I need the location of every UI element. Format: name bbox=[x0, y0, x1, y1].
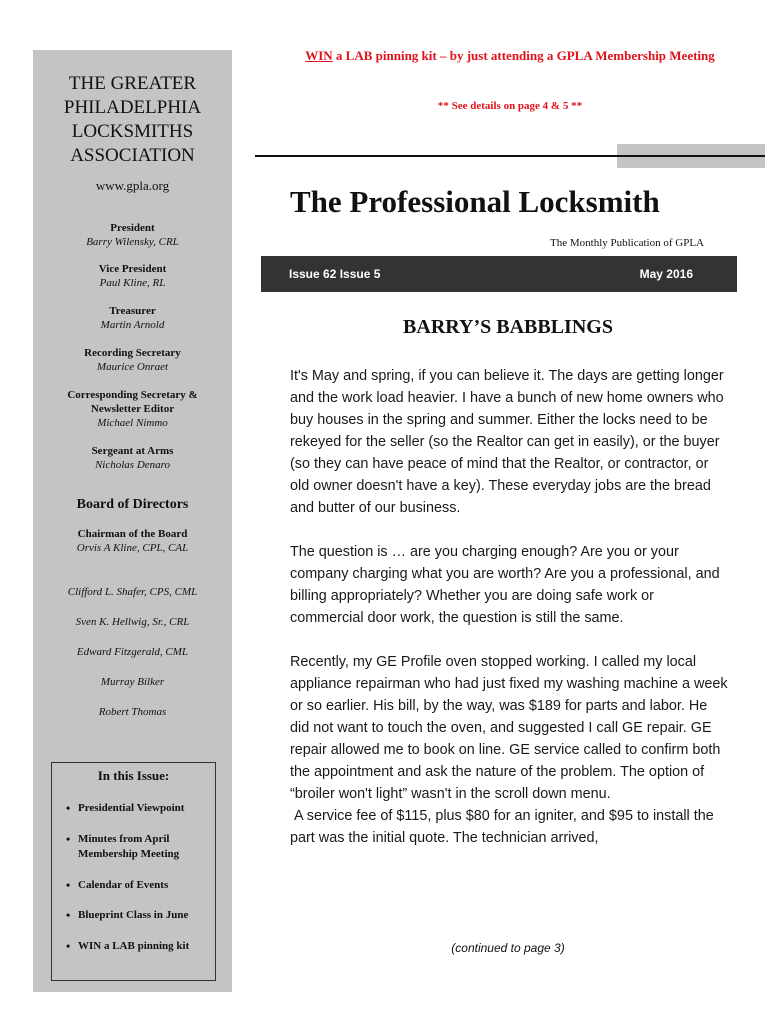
in-this-issue-box bbox=[51, 762, 216, 981]
newsletter-title: The Professional Locksmith bbox=[290, 184, 660, 219]
issue-item[interactable]: • Calendar of Events bbox=[66, 878, 223, 893]
officer-role: Sergeant at Arms bbox=[91, 445, 174, 457]
officer-name: Paul Kline, RL bbox=[99, 277, 166, 289]
officer-role: Recording Secretary bbox=[84, 347, 181, 359]
officer-vice-president bbox=[33, 262, 232, 290]
promo-note: ** See details on page 4 & 5 ** bbox=[437, 100, 583, 112]
officer-president bbox=[33, 221, 232, 249]
board-chairman bbox=[33, 527, 232, 555]
officer-recording-secretary bbox=[33, 346, 232, 374]
officer-role: President bbox=[110, 222, 155, 234]
org-name-line: THE GREATER bbox=[68, 73, 197, 94]
header-rule bbox=[255, 155, 765, 157]
publication-subtitle: The Monthly Publication of GPLA bbox=[550, 237, 704, 249]
article-paragraph: A service fee of $115, plus $80 for an igniter, and $95 to install the part was the initial quote. The technician arrived, bbox=[290, 808, 718, 846]
officer-corresponding-secretary bbox=[33, 388, 232, 430]
issue-bar bbox=[261, 256, 737, 292]
officer-name: Michael Nimmo bbox=[97, 417, 168, 429]
continued-note[interactable]: (continued to page 3) bbox=[451, 941, 565, 955]
org-name-line: LOCKSMITHS bbox=[71, 121, 194, 142]
issue-item[interactable]: • Blueprint Class in June bbox=[66, 908, 223, 923]
officer-treasurer bbox=[33, 304, 232, 332]
org-name-line: ASSOCIATION bbox=[70, 145, 195, 166]
officer-sergeant-at-arms bbox=[33, 444, 232, 472]
officer-name: Barry Wilensky, CRL bbox=[86, 236, 179, 248]
officer-name: Maurice Onraet bbox=[96, 361, 169, 373]
article-paragraph: It's May and spring, if you can believe it. The days are getting longer and the work load heavier. I have a bunch of new home owners who buy houses in the spring and summer. Either the locks need to be rekeyed for the seller (so the Realtor can get in easily), or the buyer (so they can have peace of mind that the Realtor, or contractor, or old owner doesn't have a key). These everyday jobs are the bread and butter of our business. bbox=[290, 368, 724, 516]
promo-banner bbox=[300, 48, 720, 64]
article-paragraph: The question is … are you charging enough? Are you or your company charging what you are worth? Are you a professional, and billing appropriately? Whether you are doing safe work or commercial door work, the question is still the same. bbox=[290, 544, 720, 626]
director-name: Edward Fitzgerald, CML bbox=[76, 646, 189, 658]
promo-win[interactable]: WIN bbox=[305, 48, 333, 63]
issue-item[interactable]: • WIN a LAB pinning kit bbox=[66, 939, 223, 954]
director-name: Murray Bilker bbox=[100, 676, 165, 688]
officer-role: Newsletter Editor bbox=[90, 403, 175, 415]
article-body bbox=[290, 365, 730, 849]
org-name-line: PHILADELPHIA bbox=[63, 97, 202, 118]
director-name: Robert Thomas bbox=[98, 706, 167, 718]
director-name: Clifford L. Shafer, CPS, CML bbox=[67, 586, 198, 598]
director-name: Sven K. Hellwig, Sr., CRL bbox=[75, 616, 190, 628]
chairman-role: Chairman of the Board bbox=[77, 528, 188, 540]
officer-role: Treasurer bbox=[109, 305, 156, 317]
chairman-name: Orvis A Kline, CPL, CAL bbox=[76, 542, 189, 554]
issue-number: Issue 62 Issue 5 bbox=[289, 267, 381, 281]
sidebar bbox=[33, 50, 232, 992]
issue-item[interactable]: • Minutes from April Membership Meeting bbox=[66, 832, 223, 862]
officer-name: Martin Arnold bbox=[100, 319, 165, 331]
issue-date: May 2016 bbox=[639, 267, 693, 281]
in-this-issue-heading: In this Issue: bbox=[97, 768, 170, 783]
promo-text: a LAB pinning kit – by just attending a GPLA Membership Meeting bbox=[332, 48, 715, 63]
org-website[interactable]: www.gpla.org bbox=[95, 178, 170, 193]
issue-item[interactable]: • Presidential Viewpoint bbox=[66, 801, 223, 816]
board-heading: Board of Directors bbox=[76, 497, 189, 512]
officer-role: Vice President bbox=[98, 263, 167, 275]
org-name bbox=[33, 72, 232, 168]
officer-name: Nicholas Denaro bbox=[94, 459, 171, 471]
article-title: BARRY’S BABBLINGS bbox=[403, 316, 613, 338]
officer-role: Corresponding Secretary & bbox=[67, 389, 198, 401]
article-paragraph: Recently, my GE Profile oven stopped working. I called my local appliance repairman who had just fixed my washing machine a week or so earlier. His bill, by the way, was $189 for parts and labor. He did not want to touch the oven, and suggested I call GE repair. GE repair allowed me to book on line. GE service called to confirm both the appointment and ask the nature of the problem. The option of “broiler won't light” wasn't in the scroll down menu. bbox=[290, 654, 728, 802]
